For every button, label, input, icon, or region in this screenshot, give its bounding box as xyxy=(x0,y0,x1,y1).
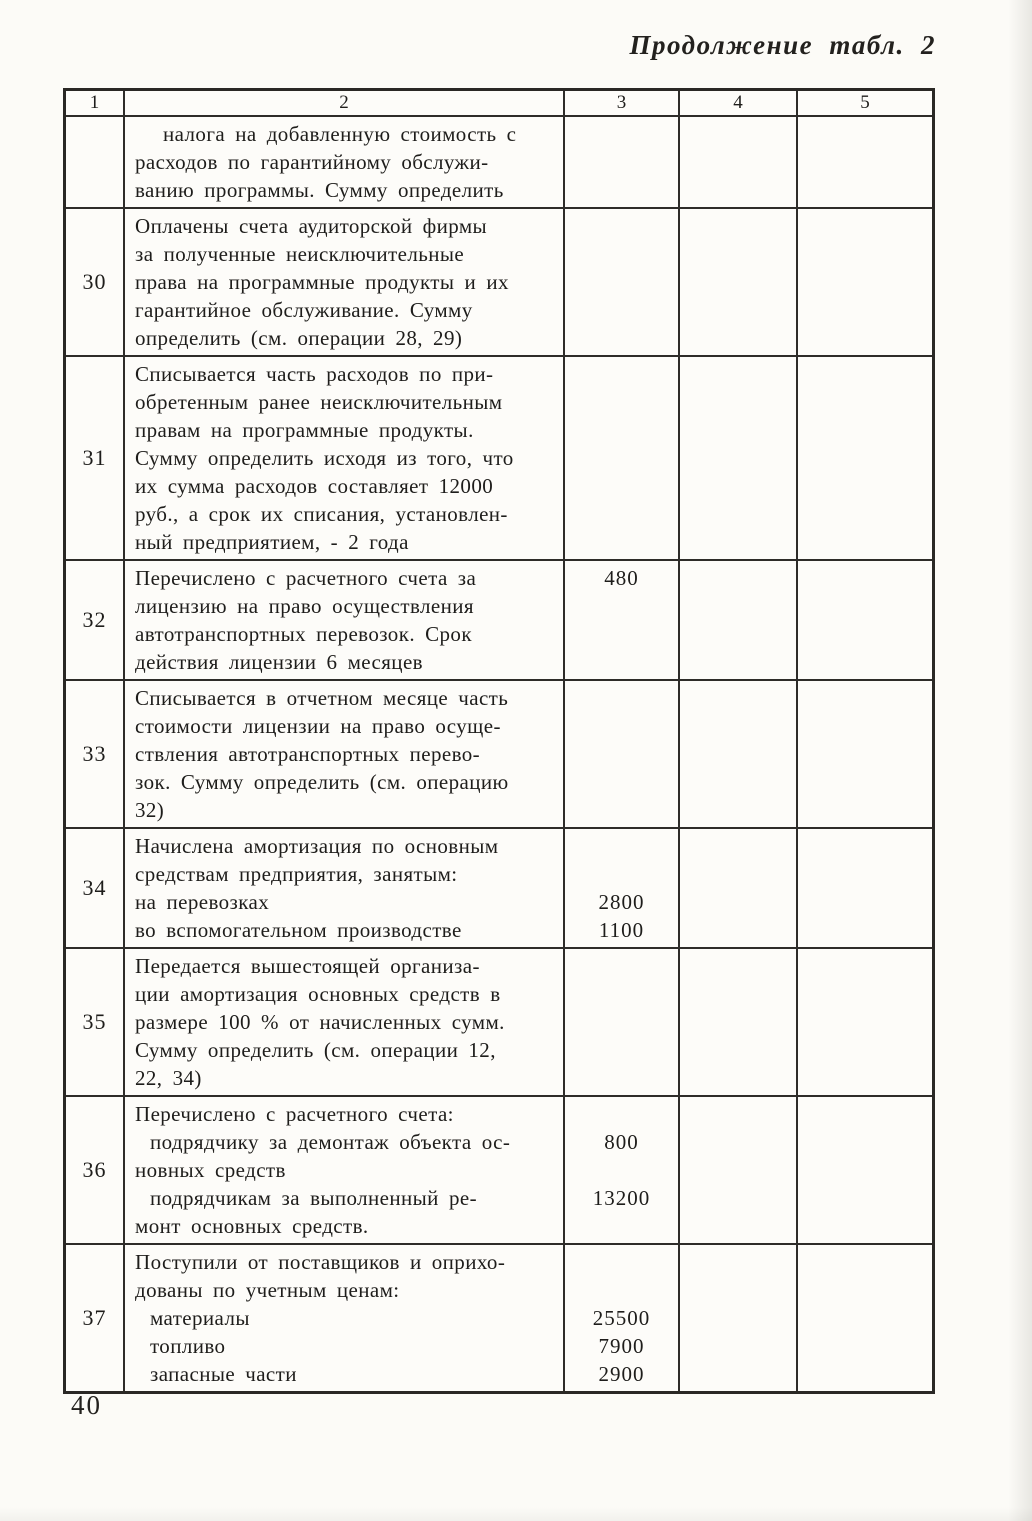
description-cell xyxy=(125,1245,565,1391)
description-line: Сумму определить исходя из того, что xyxy=(135,446,514,470)
col-header-2: 2 xyxy=(125,91,565,115)
table-row-35 xyxy=(66,947,932,1095)
description-line: стоимости лицензии на право осуще- xyxy=(135,714,501,738)
amount-value xyxy=(565,1212,678,1240)
description-line: 22, 34) xyxy=(135,1066,202,1090)
col4-cell xyxy=(680,1097,798,1243)
amount-value: 800 xyxy=(604,1130,639,1154)
col-header-1: 1 xyxy=(66,91,125,115)
col5-cell xyxy=(798,561,932,679)
scan-shadow-right xyxy=(1008,0,1032,1521)
amount-value: 1100 xyxy=(598,918,645,942)
description-line: новных средств xyxy=(135,1158,286,1182)
op-number-cell xyxy=(66,681,125,827)
description-line: топливо xyxy=(150,1334,226,1358)
table-row-36 xyxy=(66,1095,932,1243)
col5-cell xyxy=(798,949,932,1095)
amount-value xyxy=(565,860,678,888)
op-number: 37 xyxy=(82,1305,107,1330)
description-line: Перечислено с расчетного счета за xyxy=(135,566,477,590)
amount-value xyxy=(565,1248,678,1276)
description-line: 32) xyxy=(135,798,165,822)
col-header-5: 5 xyxy=(860,92,870,113)
description-line: во вспомогательном производстве xyxy=(135,918,462,942)
description-line: Поступили от поставщиков и оприхо- xyxy=(135,1250,506,1274)
col5-cell xyxy=(798,117,932,207)
col4-cell xyxy=(680,949,798,1095)
amount-cell xyxy=(565,357,680,559)
description-line: монт основных средств. xyxy=(135,1214,369,1238)
description-line: за полученные неисключительные xyxy=(135,242,465,266)
description-cell xyxy=(125,949,565,1095)
description-line: налога на добавленную стоимость с xyxy=(163,122,517,146)
description-line: правам на программные продукты. xyxy=(135,418,474,442)
col4-cell xyxy=(680,829,798,947)
amount-cell xyxy=(565,561,680,679)
op-number-cell xyxy=(66,1245,125,1391)
description-line: действия лицензии 6 месяцев xyxy=(135,650,423,674)
page-number: 40 xyxy=(71,1390,102,1420)
amount-cell xyxy=(565,1245,680,1391)
description-line: Сумму определить (см. операции 12, xyxy=(135,1038,496,1062)
amount-cell xyxy=(565,681,680,827)
description-line: Начислена амортизация по основным xyxy=(135,834,499,858)
description-line: их сумма расходов составляет 12000 xyxy=(135,474,494,498)
amount-cell xyxy=(565,209,680,355)
amount-value: 7900 xyxy=(598,1334,645,1358)
description-line: лицензию на право осуществления xyxy=(135,594,474,618)
description-line: определить (см. операции 28, 29) xyxy=(135,326,463,350)
description-line: ствления автотранспортных перево- xyxy=(135,742,481,766)
table-row-continuation xyxy=(66,115,932,207)
amount-value xyxy=(565,648,678,676)
table-row-33 xyxy=(66,679,932,827)
col5-cell xyxy=(798,681,932,827)
description-cell xyxy=(125,357,565,559)
op-number-cell xyxy=(66,209,125,355)
op-number: 33 xyxy=(82,741,107,766)
description-line: запасные части xyxy=(150,1362,297,1386)
description-line: Списывается в отчетном месяце часть xyxy=(135,686,509,710)
col5-cell xyxy=(798,1097,932,1243)
description-cell xyxy=(125,561,565,679)
amount-value: 2800 xyxy=(598,890,645,914)
op-number: 31 xyxy=(82,445,107,470)
op-number-cell xyxy=(66,949,125,1095)
amount-value: 13200 xyxy=(592,1186,651,1210)
amount-cell xyxy=(565,829,680,947)
op-number: 35 xyxy=(82,1009,107,1034)
description-line: Передается вышестоящей организа- xyxy=(135,954,480,978)
table-row-37 xyxy=(66,1243,932,1391)
col5-cell xyxy=(798,829,932,947)
description-line: гарантийное обслуживание. Сумму xyxy=(135,298,473,322)
description-cell xyxy=(125,829,565,947)
col4-cell xyxy=(680,117,798,207)
col4-cell xyxy=(680,561,798,679)
amount-value xyxy=(565,1276,678,1304)
description-line: ный предприятием, - 2 года xyxy=(135,530,409,554)
op-number-cell xyxy=(66,561,125,679)
table-row-34 xyxy=(66,827,932,947)
description-line: Оплачены счета аудиторской фирмы xyxy=(135,214,488,238)
description-line: права на программные продукты и их xyxy=(135,270,509,294)
description-line: ции амортизация основных средств в xyxy=(135,982,501,1006)
amount-value xyxy=(565,1100,678,1128)
description-line: ванию программы. Сумму определить xyxy=(135,178,504,202)
col4-cell xyxy=(680,357,798,559)
description-cell xyxy=(125,681,565,827)
table-header-row xyxy=(66,91,932,115)
table-row-31 xyxy=(66,355,932,559)
description-line: автотранспортных перевозок. Срок xyxy=(135,622,472,646)
scan-shadow-bottom xyxy=(0,1507,1032,1521)
table-row-30 xyxy=(66,207,932,355)
amount-value xyxy=(565,832,678,860)
op-number-cell xyxy=(66,829,125,947)
col-header-4: 4 xyxy=(680,91,798,115)
col5-cell xyxy=(798,209,932,355)
op-number: 36 xyxy=(82,1157,107,1182)
operations-table xyxy=(63,88,935,1394)
amount-value: 2900 xyxy=(598,1362,645,1386)
description-line: на перевозках xyxy=(135,890,270,914)
description-line: дованы по учетным ценам: xyxy=(135,1278,400,1302)
description-line: материалы xyxy=(150,1306,250,1330)
description-line: подрядчику за демонтаж объекта ос- xyxy=(150,1130,511,1154)
op-number-cell xyxy=(66,357,125,559)
description-cell xyxy=(125,209,565,355)
amount-value xyxy=(565,620,678,648)
description-line: расходов по гарантийному обслужи- xyxy=(135,150,489,174)
op-number: 30 xyxy=(82,269,107,294)
description-cell xyxy=(125,117,565,207)
amount-value xyxy=(565,1156,678,1184)
op-number: 34 xyxy=(82,875,107,900)
description-line: зок. Сумму определить (см. операцию xyxy=(135,770,509,794)
col-header-3: 3 xyxy=(565,91,680,115)
amount-cell xyxy=(565,949,680,1095)
description-line: подрядчикам за выполненный ре- xyxy=(150,1186,477,1210)
op-number-cell xyxy=(66,1097,125,1243)
amount-value xyxy=(565,592,678,620)
col5-cell xyxy=(798,1245,932,1391)
description-line: Перечислено с расчетного счета: xyxy=(135,1102,454,1126)
table-row-32 xyxy=(66,559,932,679)
col5-cell xyxy=(798,357,932,559)
col4-cell xyxy=(680,1245,798,1391)
amount-value: 25500 xyxy=(592,1306,651,1330)
amount-value: 480 xyxy=(604,566,639,590)
col4-cell xyxy=(680,209,798,355)
amount-cell xyxy=(565,117,680,207)
description-line: обретенным ранее неисключительным xyxy=(135,390,503,414)
amount-cell xyxy=(565,1097,680,1243)
description-line: руб., а срок их списания, установлен- xyxy=(135,502,508,526)
op-number: 32 xyxy=(82,607,107,632)
col4-cell xyxy=(680,681,798,827)
description-line: Списывается часть расходов по при- xyxy=(135,362,494,386)
op-number-cell xyxy=(66,117,125,207)
description-line: средствам предприятия, занятым: xyxy=(135,862,458,886)
description-cell xyxy=(125,1097,565,1243)
description-line: размере 100 % от начисленных сумм. xyxy=(135,1010,505,1034)
table-continuation-caption: Продолжение табл. 2 xyxy=(629,30,936,60)
